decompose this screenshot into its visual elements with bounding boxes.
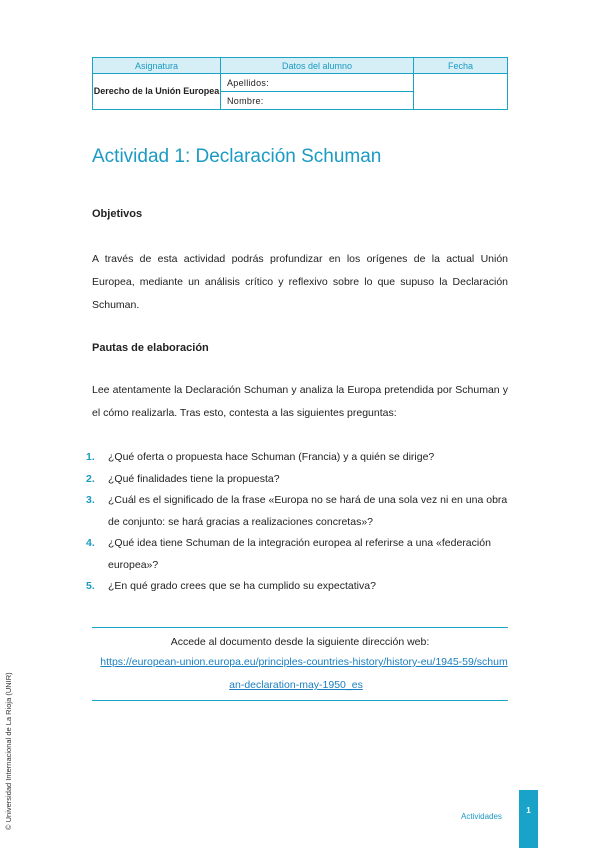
link-intro: Accede al documento desde la siguiente dirección web: xyxy=(170,636,430,648)
list-item-number: 1. xyxy=(86,451,95,463)
list-item-number: 4. xyxy=(86,537,95,549)
header-col-student: Datos del alumno xyxy=(221,58,414,74)
list-item-number: 5. xyxy=(86,580,95,592)
name-label: Nombre: xyxy=(221,92,414,110)
date-cell xyxy=(414,74,508,110)
questions-list xyxy=(86,447,508,598)
page-number: 1 xyxy=(526,806,531,815)
guidelines-text: Lee atentamente la Declaración Schuman y analiza la Europa pretendida por Schuman y el cómo realizarla. Tras esto, contesta a las siguientes preguntas: xyxy=(92,384,508,419)
subject-value: Derecho de la Unión Europea xyxy=(93,74,221,110)
list-item xyxy=(86,490,508,533)
list-item-number: 3. xyxy=(86,494,95,506)
link-box xyxy=(92,627,508,701)
header-col-subject: Asignatura xyxy=(93,58,221,74)
guidelines-heading: Pautas de elaboración xyxy=(92,342,209,354)
surname-label: Apellidos: xyxy=(221,74,414,92)
list-item-number: 2. xyxy=(86,472,95,485)
document-link[interactable]: https://european-union.europa.eu/principles-countries-history/history-eu/1945-59/schuman-declaration-may-1950_es xyxy=(100,656,508,691)
list-item xyxy=(86,447,508,469)
list-item xyxy=(86,469,508,491)
list-item-text: ¿Qué oferta o propuesta hace Schuman (Francia) y a quién se dirige? xyxy=(108,451,435,463)
list-item xyxy=(86,533,508,576)
list-item-text: ¿En qué grado crees que se ha cumplido su expectativa? xyxy=(108,580,376,592)
list-item-text: ¿Cuál es el significado de la frase «Europa no se hará de una sola vez ni en una obra de conjunto: se hará gracias a realizaciones concretas»? xyxy=(108,494,508,528)
page-number-tab xyxy=(519,790,538,848)
section-label: Actividades xyxy=(461,812,502,821)
copyright-text: © Universidad Internacional de La Rioja (UNIR) xyxy=(4,672,13,830)
header-table xyxy=(92,57,508,110)
objectives-text: A través de esta actividad podrás profundizar en los orígenes de la actual Unión Europea, mediante un análisis crítico y reflexivo sobre lo que supuso la Declaración Schuman. xyxy=(92,253,508,311)
page-title: Actividad 1: Declaración Schuman xyxy=(92,146,382,167)
list-item-text: ¿Qué finalidades tiene la propuesta? xyxy=(108,472,280,485)
list-item-text: ¿Qué idea tiene Schuman de la integración europea al referirse a una «federación europea»? xyxy=(108,537,491,571)
list-item xyxy=(86,576,508,598)
objectives-heading: Objetivos xyxy=(92,208,143,220)
header-col-date: Fecha xyxy=(414,58,508,74)
